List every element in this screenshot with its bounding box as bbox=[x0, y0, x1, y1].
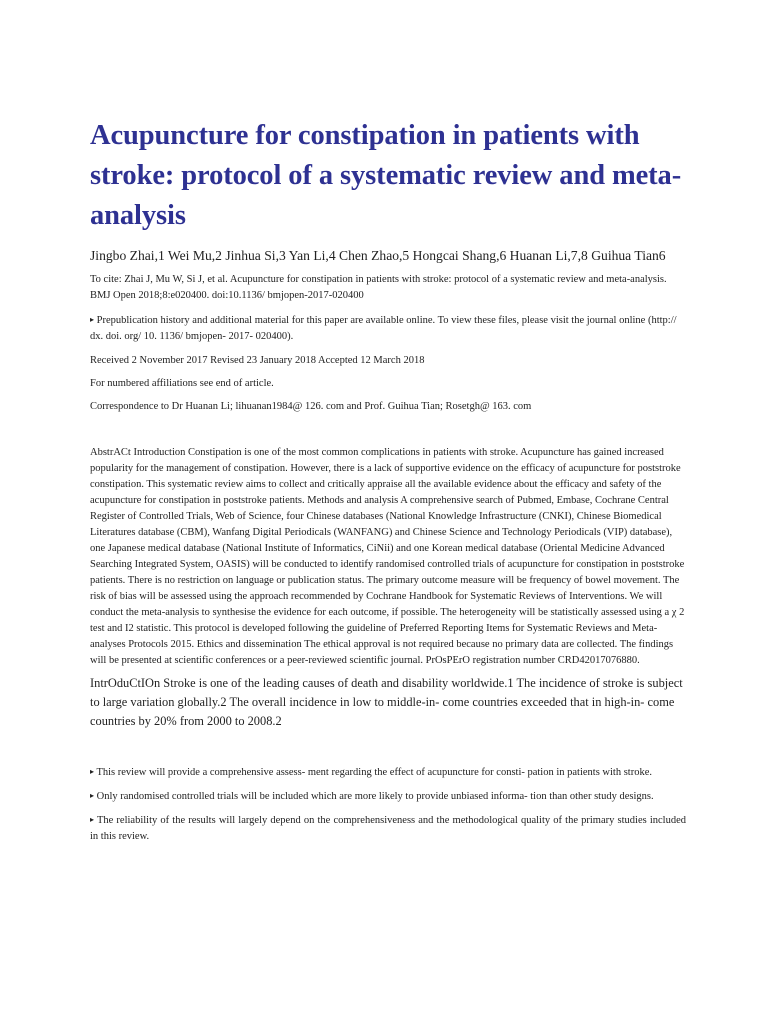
bullet-marker-icon: ▸ bbox=[90, 315, 95, 324]
strengths-bullet bbox=[90, 764, 686, 781]
prepublication-text: Prepublication history and additional material for this paper are available online. To view these files, please visit the journal online (http:// dx. doi. org/ 10. 1136/ bmjopen- 2017- 020400). bbox=[90, 315, 677, 342]
introduction: IntrOduCtIOn Stroke is one of the leading causes of death and disability worldwide.1 The incidence of stroke is subject to large variation globally.2 The overall incidence in low to middle-in- come countries exceeded that in high-in- come countries by 20% from 2000 to 2008.2 bbox=[90, 676, 683, 728]
author-list: Jingbo Zhai,1 Wei Mu,2 Jinhua Si,3 Yan Li,4 Chen Zhao,5 Hongcai Shang,6 Huanan Li,7,8 Guihua Tian6 bbox=[90, 248, 666, 263]
prepublication-note bbox=[90, 312, 686, 345]
received-dates: Received 2 November 2017 Revised 23 January 2018 Accepted 12 March 2018 bbox=[90, 355, 425, 366]
bullet-marker-icon: ▸ bbox=[90, 815, 95, 824]
affiliations-note: For numbered affiliations see end of article. bbox=[90, 378, 274, 389]
strengths-bullet bbox=[90, 788, 686, 805]
citation: To cite: Zhai J, Mu W, Si J, et al. Acupuncture for constipation in patients with stroke: protocol of a systematic review and meta-analysis. BMJ Open 2018;8:e020400. doi:10.1136/ bmjopen-2017-020400 bbox=[90, 274, 667, 301]
bullet-text: Only randomised controlled trials will be included which are more likely to provide unbiased informa- tion than other study designs. bbox=[96, 791, 654, 802]
strengths-bullet bbox=[90, 812, 686, 845]
bullet-marker-icon: ▸ bbox=[90, 791, 95, 800]
correspondence: Correspondence to Dr Huanan Li; lihuanan1984@ 126. com and Prof. Guihua Tian; Rosetgh@ 163. com bbox=[90, 401, 532, 412]
article-page bbox=[90, 116, 686, 852]
bullet-marker-icon: ▸ bbox=[90, 767, 95, 776]
article-title: Acupuncture for constipation in patients with stroke: protocol of a systematic review and meta-analysis bbox=[90, 120, 682, 231]
bullet-text: The reliability of the results will largely depend on the comprehensiveness and the methodological quality of the primary studies included in this review. bbox=[90, 815, 686, 842]
abstract: AbstrACt Introduction Constipation is one of the most common complications in patients with stroke. Acupuncture has gained increased popularity for the management of constipation. However, there is a lack of supportive evidence on the efficacy of acupuncture for poststroke constipation. This systematic review aims to collect and critically appraise all the available evidence about the efficacy and safety of the acupuncture for constipation in poststroke patients. Methods and analysis A comprehensive search of Pubmed, Embase, Cochrane Central Register of Controlled Trials, Web of Science, four Chinese databases (National Knowledge Infrastructure (CNKI), Chinese Biomedical Literatures database (CBM), Wanfang Digital Periodicals (WANFANG) and Chinese Science and Technology Periodicals (VIP) database), one Japanese medical database (National Institute of Informatics, CiNii) and one Korean medical database (Oriental Medicine Advanced Searching Integrated System, OASIS) will be conducted to identify randomised controlled trials of acupuncture for constipation in poststroke patients. There is no restriction on language or publication status. The primary outcome measure will be frequency of bowel movement. The risk of bias will be assessed using the approach recommended by Cochrane Handbook for Systematic Reviews of Interventions. We will conduct the meta-analysis to synthesise the evidence for each outcome, if possible. The heterogeneity will be statistically assessed using a χ 2 test and I2 statistic. This protocol is developed following the guideline of Preferred Reporting Items for Systematic Reviews and Meta-analyses Protocols 2015. Ethics and dissemination The ethical approval is not required because no primary data are collected. The findings will be presented at scientific conferences or a peer-reviewed scientific journal. PrOsPErO registration number CRD42017076880. bbox=[90, 447, 685, 666]
bullet-text: This review will provide a comprehensive assess- ment regarding the effect of acupuncture for consti- pation in patients with stroke. bbox=[96, 767, 653, 778]
